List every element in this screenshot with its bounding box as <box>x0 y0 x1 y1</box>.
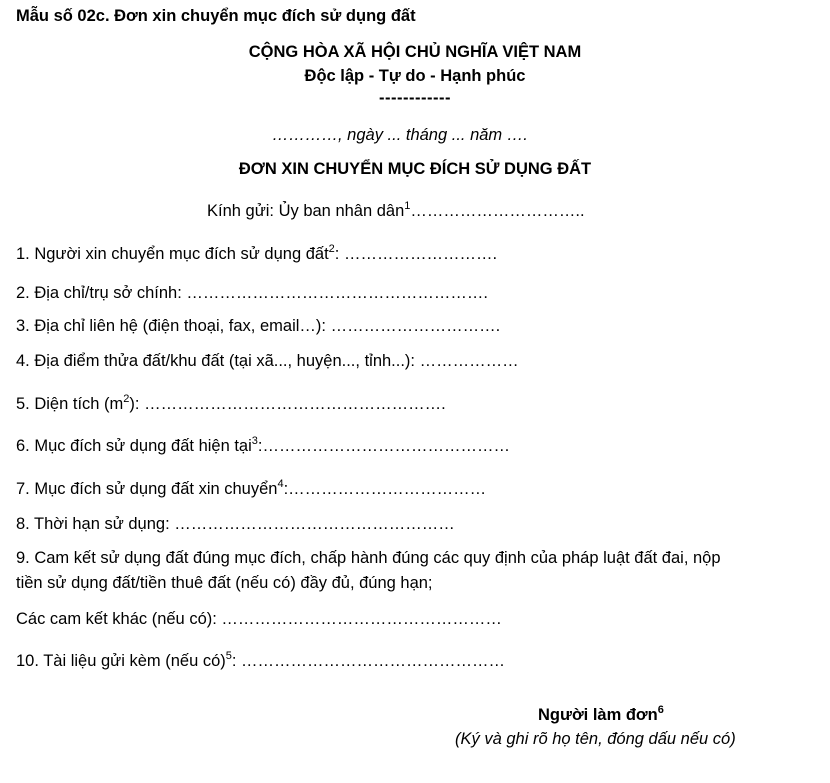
item-current-purpose <box>16 436 510 456</box>
item-area <box>16 394 446 414</box>
item-duration: 8. Thời hạn sử dụng: …………………………………………… <box>16 515 455 533</box>
item-area-label: 5. Diện tích (m <box>16 395 124 413</box>
item-applicant-dots: : ………………………. <box>334 245 498 263</box>
footnote-1: 1 <box>404 200 411 212</box>
item-attachments-dots: : ………………………………………… <box>231 652 506 670</box>
item-commitment-line-1: 9. Cam kết sử dụng đất đúng mục đích, chấp hành đúng các quy định của pháp luật đất đai, nộp <box>16 549 721 567</box>
country-name: CỘNG HÒA XÃ HỘI CHỦ NGHĨA VIỆT NAM <box>248 43 582 61</box>
form-label: Mẫu số 02c. Đơn xin chuyển mục đích sử dụng đất <box>16 7 416 25</box>
item-land-location: 4. Địa điểm thửa đất/khu đất (tại xã..., huyện..., tỉnh...): ……………… <box>16 352 519 370</box>
recipient-text: Kính gửi: Ủy ban nhân dân <box>207 202 405 220</box>
item-current-purpose-dots: :……………………………………… <box>257 437 510 455</box>
item-attachments <box>16 651 505 671</box>
area-unit-exponent: 2 <box>123 393 130 405</box>
footnote-6: 6 <box>657 704 664 716</box>
signature-instruction: (Ký và ghi rõ họ tên, đóng dấu nếu có) <box>455 730 736 748</box>
item-commitment-line-2: tiền sử dụng đất/tiền thuê đất (nếu có) đầy đủ, đúng hạn; <box>16 574 433 592</box>
item-requested-purpose-label: 7. Mục đích sử dụng đất xin chuyển <box>16 480 278 498</box>
signature-title-text: Người làm đơn <box>538 706 658 724</box>
recipient-dots: ………………………….. <box>410 202 585 220</box>
item-applicant-label: 1. Người xin chuyển mục đích sử dụng đất <box>16 245 329 263</box>
signature-title <box>538 705 664 725</box>
motto-divider: ------------ <box>379 89 451 107</box>
document-title: ĐƠN XIN CHUYỂN MỤC ĐÍCH SỬ DỤNG ĐẤT <box>238 160 592 178</box>
footnote-3: 3 <box>251 435 258 447</box>
item-contact: 3. Địa chỉ liên hệ (điện thoại, fax, email…): …………………………. <box>16 317 501 335</box>
item-area-dots: ): ………………………………………………. <box>129 395 446 413</box>
item-current-purpose-label: 6. Mục đích sử dụng đất hiện tại <box>16 437 252 455</box>
date-line: …………, ngày ... tháng ... năm …. <box>272 126 528 144</box>
recipient-line <box>207 201 585 221</box>
item-requested-purpose <box>16 479 486 499</box>
item-other-commitments: Các cam kết khác (nếu có): …………………………………………… <box>16 610 502 628</box>
footnote-4: 4 <box>277 478 284 490</box>
item-applicant <box>16 244 497 264</box>
item-requested-purpose-dots: :……………………………… <box>283 480 487 498</box>
footnote-2: 2 <box>328 243 335 255</box>
national-motto: Độc lập - Tự do - Hạnh phúc <box>304 67 526 85</box>
item-address: 2. Địa chỉ/trụ sở chính: ………………………………………………. <box>16 284 488 302</box>
item-attachments-label: 10. Tài liệu gửi kèm (nếu có) <box>16 652 226 670</box>
footnote-5: 5 <box>225 650 232 662</box>
